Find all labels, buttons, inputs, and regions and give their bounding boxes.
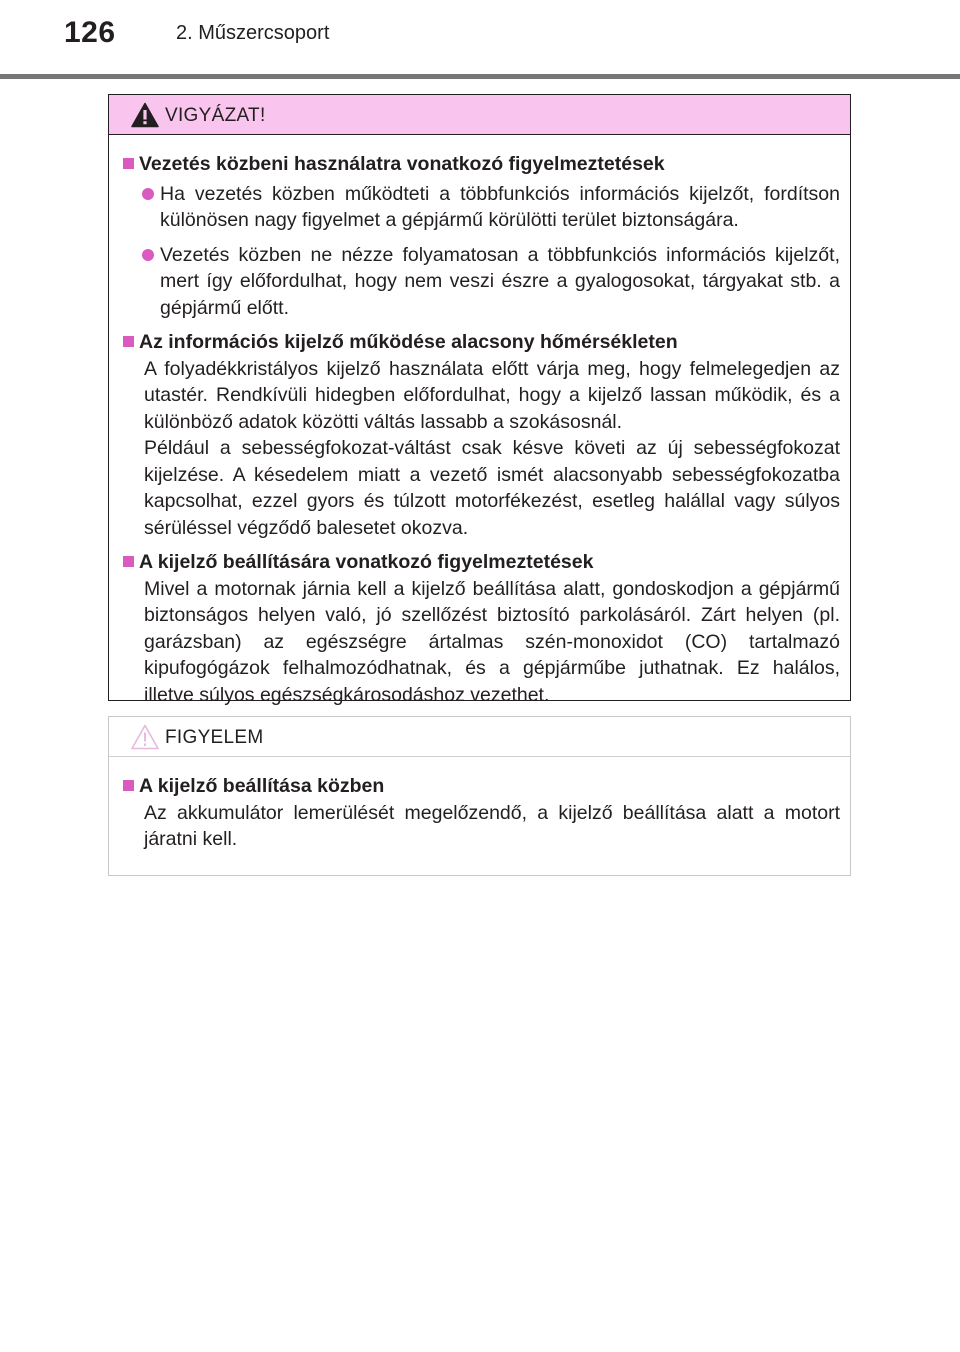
- square-bullet-icon: [123, 556, 134, 567]
- section-heading: [122, 151, 840, 178]
- notice-section-1: [122, 773, 840, 853]
- list-item-text: Ha vezetés közben működteti a többfunkciós információs kijelzőt, fordítson különösen nagy figyelmet a gépjármű körülötti terület biztonságára.: [160, 182, 840, 231]
- warning-body: [109, 135, 850, 708]
- paragraph: Mivel a motornak járnia kell a kijelző beállítása alatt, gondoskodjon a gépjármű biztonságos helyen való, jó szellőzést biztosító parkolásáról. Zárt helyen (pl. garázsban) az egészségre ártalmas szén-monoxidot (CO) tartalmazó kipufogógázok felhalmozódhatnak, és a gépjárműbe juthatnak. Ez halálos, illetve súlyos egészségkárosodáshoz vezethet.: [144, 577, 840, 706]
- section-heading-text: Az információs kijelző működése alacsony hőmérsékleten: [139, 331, 678, 353]
- page-number: 126: [64, 16, 116, 49]
- section-heading: [122, 549, 840, 576]
- warning-section-1: [122, 151, 840, 321]
- notice-body: [109, 757, 850, 853]
- warning-section-2: [122, 329, 840, 541]
- circle-bullet-icon: [142, 249, 154, 261]
- page-header: [0, 0, 960, 80]
- list-item: [122, 181, 840, 234]
- paragraph: A folyadékkristályos kijelző használata előtt várja meg, hogy felmelegedjen az utastér. Rendkívüli hidegben előfordulhat, hogy a kijelző lassan működik, és a különböző adatok közötti váltás lassabb a szokásosnál.: [144, 357, 840, 433]
- caution-triangle-icon: [131, 724, 159, 750]
- section-heading: [122, 329, 840, 356]
- chapter-title: 2. Műszercsoport: [176, 22, 330, 44]
- notice-box: [108, 716, 851, 876]
- section-heading-text: A kijelző beállítására vonatkozó figyelmeztetések: [139, 551, 594, 573]
- header-rule: [0, 74, 960, 79]
- circle-bullet-icon: [142, 188, 154, 200]
- notice-title: FIGYELEM: [165, 727, 264, 748]
- notice-box-header: [109, 717, 850, 757]
- paragraph: Az akkumulátor lemerülését megelőzendő, a kijelző beállítása alatt a motort járatni kell.: [144, 801, 840, 850]
- warning-box: [108, 94, 851, 706]
- section-heading-text: Vezetés közbeni használatra vonatkozó figyelmeztetések: [139, 153, 665, 175]
- list-item: [122, 242, 840, 322]
- warning-box-header: [109, 95, 850, 135]
- list-item-text: Vezetés közben ne nézze folyamatosan a többfunkciós információs kijelzőt, mert így előfordulhat, hogy nem veszi észre a gyalogosokat, tárgyakat stb. a gépjármű előtt.: [160, 243, 840, 319]
- warning-title: VIGYÁZAT!: [165, 105, 266, 126]
- warning-section-3: [122, 549, 840, 708]
- section-heading-text: A kijelző beállítása közben: [139, 775, 385, 797]
- section-heading: [122, 773, 840, 800]
- square-bullet-icon: [123, 158, 134, 169]
- square-bullet-icon: [123, 780, 134, 791]
- warning-triangle-icon: [131, 102, 159, 128]
- square-bullet-icon: [123, 336, 134, 347]
- paragraph: Például a sebességfokozat-váltást csak késve követi az új sebességfokozat kijelzése. A késedelem miatt a vezető ismét alacsonyabb sebességfokozatba kapcsolhat, ezzel gyors és túlzott motorfékezést, esetleg halállal vagy súlyos sérüléssel végződő balesetet okozva.: [144, 437, 840, 539]
